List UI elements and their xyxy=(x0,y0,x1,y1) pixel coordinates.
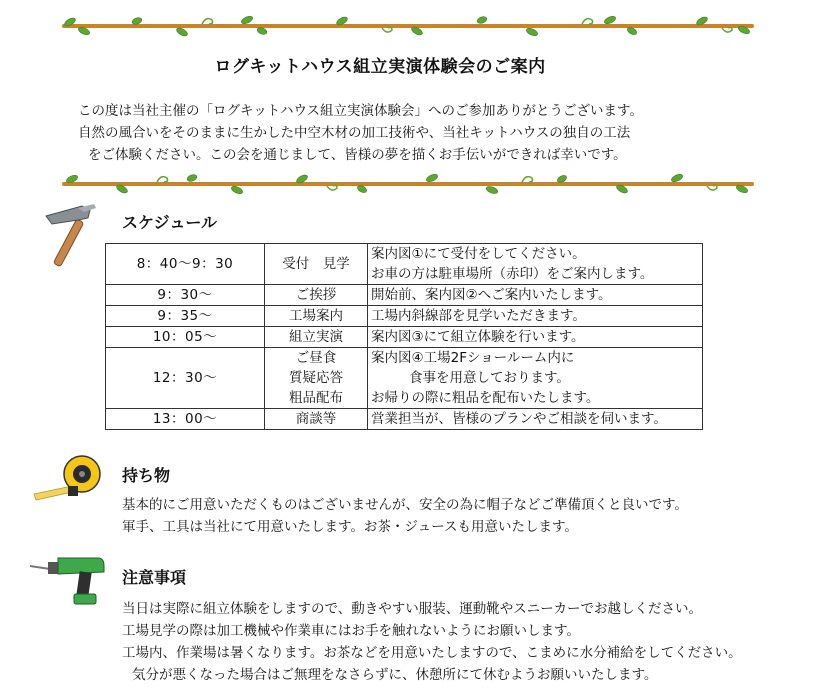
hammer-icon xyxy=(38,202,102,270)
schedule-row xyxy=(106,285,703,306)
belongings-line: 基本的にご用意いただくものはございませんが、安全の為に帽子などご準備頂くと良いです。 xyxy=(122,497,688,513)
belongings-text xyxy=(122,494,688,538)
schedule-description-line: お車の方は駐車場所（赤印）をご案内します。 xyxy=(371,266,654,282)
intro-line: をご体験ください。この会を通じまして、皆様の夢を描くお手伝いができれば幸いです。 xyxy=(88,147,627,163)
notes-line: 当日は実際に組立体験をしますので、動きやすい服装、運動靴やスニーカーでお越しください。 xyxy=(122,601,702,617)
schedule-description xyxy=(368,285,703,306)
intro-line: 自然の風合いをそのままに生かした中空木材の加工技術や、当社キットハウスの独自の工法 xyxy=(78,125,631,141)
schedule-item-line: 粗品配布 xyxy=(289,390,343,406)
intro-text xyxy=(78,100,643,166)
schedule-row xyxy=(106,306,703,327)
schedule-row xyxy=(106,327,703,348)
power-drill-icon xyxy=(28,552,106,608)
schedule-row xyxy=(106,409,703,430)
tape-measure-icon xyxy=(32,452,104,502)
schedule-time: 12：30～ xyxy=(106,348,265,409)
notes-line: 工場見学の際は加工機械や作業車にはお手を触れないようにお願いします。 xyxy=(122,623,580,639)
notes-line: 工場内、作業場は暑くなります。お茶などを用意いたしますので、こまめに水分補給をしてください。 xyxy=(122,645,742,661)
schedule-item xyxy=(265,348,368,409)
schedule-row xyxy=(106,348,703,409)
schedule-description-line: 案内図③にて組立体験を行います。 xyxy=(371,329,585,345)
notes-line: 気分が悪くなった場合はご無理をなさらずに、休憩所にて休むようお願いいたします。 xyxy=(132,667,658,683)
schedule-item xyxy=(265,409,368,430)
schedule-description xyxy=(368,409,703,430)
belongings-line: 軍手、工具は当社にて用意いたします。お茶・ジュースも用意いたします。 xyxy=(122,519,578,535)
schedule-description xyxy=(368,306,703,327)
schedule-item-line: ご昼食 xyxy=(295,350,337,366)
schedule-time: 13：00～ xyxy=(106,409,265,430)
intro-line: この度は当社主催の「ログキットハウス組立実演体験会」へのご参加ありがとうございます。 xyxy=(78,103,643,119)
schedule-item-line: 質疑応答 xyxy=(289,370,343,386)
schedule-table xyxy=(105,243,703,430)
schedule-description xyxy=(368,348,703,409)
schedule-description-line: 営業担当が、皆様のプランやご相談を伺います。 xyxy=(371,411,667,427)
schedule-description xyxy=(368,244,703,285)
schedule-description-line: 開始前、案内図②へご案内いたします。 xyxy=(371,287,612,303)
schedule-description-line: お帰りの際に粗品を配布いたします。 xyxy=(371,390,600,406)
schedule-row xyxy=(106,244,703,285)
vine-divider-top xyxy=(62,14,754,38)
schedule-time: 9：35～ xyxy=(106,306,265,327)
schedule-description-line: 案内図④工場2Fショールーム内に xyxy=(371,350,575,366)
schedule-item xyxy=(265,306,368,327)
schedule-description-line: 工場内斜線部を見学いただきます。 xyxy=(371,308,586,324)
schedule-item xyxy=(265,285,368,306)
page-title: ログキットハウス組立実演体験会のご案内 xyxy=(214,57,546,77)
schedule-time: 8：40～9：30 xyxy=(106,244,265,285)
schedule-item-line: 商談等 xyxy=(295,411,337,427)
schedule-description-line: 食事を用意しております。 xyxy=(409,370,570,386)
schedule-description-line: 案内図①にて受付をしてください。 xyxy=(371,246,586,262)
schedule-heading: スケジュール xyxy=(122,213,218,232)
notes-text xyxy=(122,598,742,686)
schedule-time: 9：30～ xyxy=(106,285,265,306)
notes-heading: 注意事項 xyxy=(122,568,187,587)
schedule-item xyxy=(265,327,368,348)
schedule-item-line: 組立実演 xyxy=(289,329,343,345)
schedule-item-line: 工場案内 xyxy=(289,308,343,324)
schedule-description xyxy=(368,327,703,348)
schedule-item-line: ご挨拶 xyxy=(295,287,337,303)
belongings-heading: 持ち物 xyxy=(122,466,171,485)
schedule-time: 10：05～ xyxy=(106,327,265,348)
schedule-item-line: 受付 見学 xyxy=(282,256,350,272)
schedule-item xyxy=(265,244,368,285)
vine-divider-middle xyxy=(62,172,754,196)
